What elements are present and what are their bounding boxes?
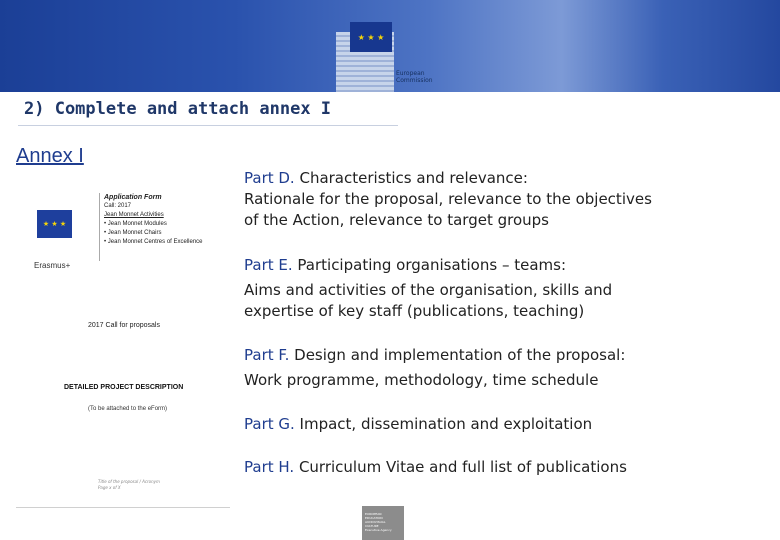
annex-title: Annex I	[16, 145, 84, 167]
thumb-form-box: Application Form Call: 2017 Jean Monnet Activities • Jean Monnet Modules • Jean Monnet Chairs • Jean Monnet Centres of Excellence	[104, 193, 228, 247]
part-h: Part H. Curriculum Vitae and full list of publications	[244, 458, 627, 476]
part-e: Part E. Participating organisations – teams: Aims and activities of the organisation, skills and expertise of key staff (publications, teaching)	[244, 256, 613, 320]
part-g: Part G. Impact, dissemination and exploitation	[244, 415, 593, 433]
eu-flag-icon: ★ ★ ★	[37, 210, 72, 238]
thumb-footer: Title of the proposal / Acronym Page x of X	[98, 479, 160, 490]
eacea-logo	[362, 506, 404, 540]
list-item: • Jean Monnet Centres of Excellence	[104, 239, 203, 245]
logo-text: European Commission	[396, 70, 433, 84]
thumb-divider	[99, 193, 100, 261]
part-f: Part F. Design and implementation of the proposal: Work programme, methodology, time schedule	[244, 346, 626, 389]
slide-heading: 2) Complete and attach annex I	[24, 99, 332, 119]
thumb-attach-note: (To be attached to the eForm)	[88, 406, 168, 412]
heading-divider	[18, 125, 398, 126]
thumbnail-rule	[16, 507, 230, 508]
thumb-brand: Erasmus+	[34, 261, 71, 270]
thumb-call-label: 2017 Call for proposals	[88, 322, 160, 329]
thumb-detail-title: DETAILED PROJECT DESCRIPTION	[64, 384, 184, 391]
list-item: • Jean Monnet Chairs	[104, 230, 162, 236]
agency-logo-text: EUROPEAN EDUCATION AUDIOVISUAL CULTURE Executive Agency	[365, 512, 392, 532]
annex-thumbnail	[28, 175, 232, 507]
european-commission-logo	[336, 22, 446, 92]
top-banner	[0, 0, 780, 92]
list-item: • Jean Monnet Modules	[104, 221, 167, 227]
part-d: Part D. Characteristics and relevance: Rationale for the proposal, relevance to the objectives of the Action, relevance to target groups	[244, 169, 652, 229]
eu-flag-icon: ★ ★ ★	[350, 22, 392, 52]
